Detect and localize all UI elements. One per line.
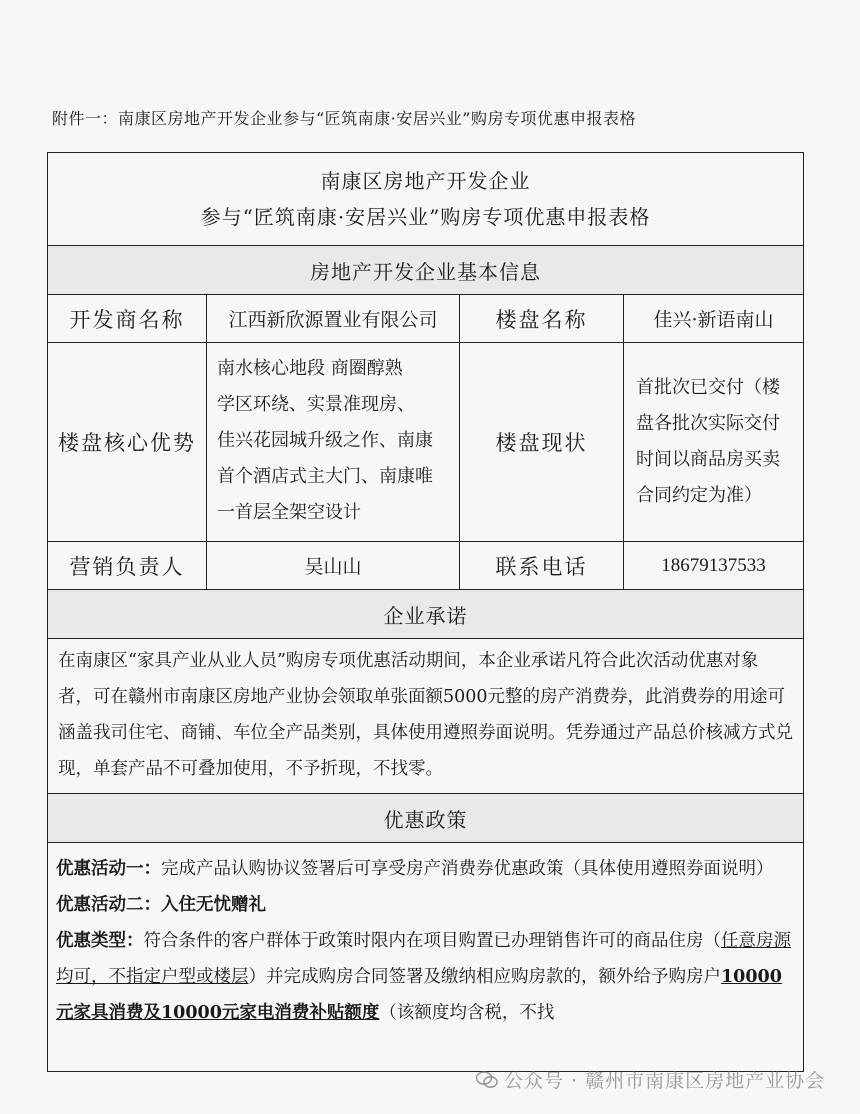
application-form-table: [47, 152, 804, 1072]
manager-value: 吴山山: [207, 542, 460, 590]
policy-type: [56, 923, 793, 1031]
type-text-2: ）并完成购房合同签署及缴纳相应购房款的，额外给予购房户: [248, 967, 721, 987]
advantage-line: 南水核心地段 商圈醇熟: [217, 358, 403, 379]
promise-text: 在南康区“家具产业从业人员”购房专项优惠活动期间，本企业承诺凡符合此次活动优惠对象者，可在赣州市南康区房地产业协会领取单张面额5000元整的房产消费券，此消费券的用途可涵盖我司住宅、商铺、车位全产品类别，具体使用遵照券面说明。凭券通过产品总价核减方式兑现，单套产品不可叠加使用，不予折现，不找零。: [48, 639, 804, 794]
form-title-line1: 南康区房地产开发企业: [320, 169, 531, 193]
activity-1-text: 完成产品认购协议签署后可享受房产消费券优惠政策（具体使用遵照券面说明）: [161, 859, 774, 879]
phone-label: 联系电话: [460, 542, 624, 590]
wechat-icon: [476, 1071, 498, 1089]
phone-value: 18679137533: [624, 542, 804, 590]
status-value: [624, 343, 804, 542]
advantage-value: [207, 343, 460, 542]
activity-1-label: 优惠活动一：: [56, 859, 161, 879]
activity-2-text: 入住无忧赠礼: [161, 895, 266, 915]
type-text-1: 符合条件的客户群体于政策时限内在项目购置已办理销售许可的商品住房（: [143, 931, 721, 951]
type-text-3: （该额度均含税，不找: [379, 1003, 555, 1023]
manager-label: 营销负责人: [48, 542, 207, 590]
advantage-line: 学区环绕、实景准现房、: [217, 394, 415, 415]
developer-value: 江西新欣源置业有限公司: [207, 295, 460, 343]
watermark-text: 公众号 · 赣州市南康区房地产业协会: [504, 1070, 826, 1092]
project-value: 佳兴·新语南山: [624, 295, 804, 343]
form-title: [48, 153, 804, 246]
type-label: 优惠类型：: [56, 931, 144, 951]
type-bold: 10000元家具消费及10000元家电消费补贴额度: [56, 967, 782, 1023]
advantage-line: 首个酒店式主大门、南康唯: [217, 466, 433, 487]
activity-2-label: 优惠活动二：: [56, 895, 161, 915]
section-promise: 企业承诺: [48, 590, 804, 639]
advantage-line: 佳兴花园城升级之作、南康: [217, 430, 433, 451]
status-line: 首批次已交付（楼: [636, 377, 780, 398]
status-label: 楼盘现状: [460, 343, 624, 542]
section-policy: 优惠政策: [48, 794, 804, 843]
policy-activity-2: [56, 887, 793, 923]
status-line: 盘各批次实际交付: [636, 413, 780, 434]
advantage-label: 楼盘核心优势: [48, 343, 207, 542]
watermark: [476, 1066, 825, 1093]
section-basic-info: 房地产开发企业基本信息: [48, 246, 804, 295]
policy-activity-1: [56, 851, 793, 887]
status-line: 合同约定为准）: [636, 485, 762, 506]
attachment-title: 附件一：南康区房地产开发企业参与“匠筑南康·安居兴业”购房专项优惠申报表格: [52, 109, 636, 128]
type-underlined: 任意房源均可，不指定户型或楼层: [56, 931, 791, 987]
form-title-line2: 参与“匠筑南康·安居兴业”购房专项优惠申报表格: [200, 205, 651, 229]
project-label: 楼盘名称: [460, 295, 624, 343]
policy-content: [48, 843, 804, 1072]
status-line: 时间以商品房买卖: [636, 449, 780, 470]
developer-label: 开发商名称: [48, 295, 207, 343]
advantage-line: 一首层全架空设计: [217, 502, 361, 523]
